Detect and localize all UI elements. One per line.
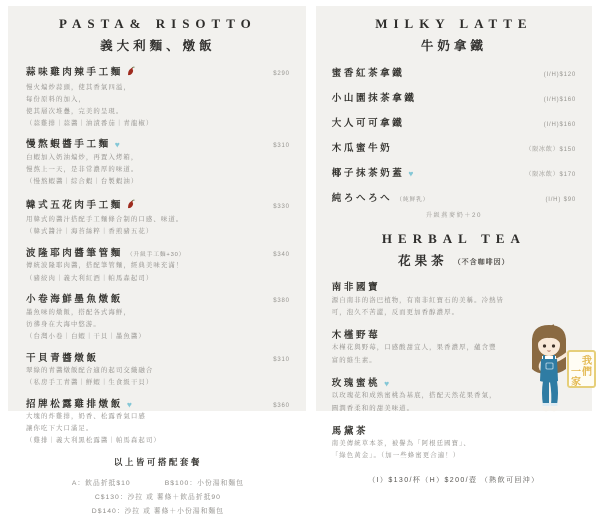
pasta-section-subtitle: 義大利麵、燉飯 [100,39,216,53]
item-desc-line: 慢熬上一天，是非常濃厚的味道。 [26,166,139,174]
mascot-sign-char: 一 [571,367,581,378]
item-desc-line: 用韓式的醬汁搭配手工麵條合制的口感、味道。 [26,216,184,224]
mascot-leg-right [550,381,558,405]
tea-name: 馬黛茶 [331,425,369,437]
pasta-risotto-panel [8,6,306,515]
item-price: $290 [273,71,290,77]
heart-icon: ♥ [126,399,132,410]
item-desc-line: （台灣小卷｜白蝦｜干貝｜墨魚醬） [26,332,146,340]
caffeine-free-note: （不含咖啡因） [453,259,510,266]
menu-item-scallop-pesto-risotto [26,350,290,388]
herbal-tea-header [332,231,576,270]
mascot-overalls [540,359,558,383]
herbal-tea-title: HERBAL TEA [381,231,526,246]
drink-item-papaya-milk [332,140,576,154]
item-desc-line: 白蝦加入奶油煸炒，再置入烤箱， [26,153,139,161]
drink-item-coconut-matcha [332,165,576,179]
tea-desc-line: 源自南非的洛巴植物，有南非紅寶石的美稱。冷熱皆 [331,296,505,304]
mascot-shoe [542,407,550,411]
item-desc-line: 每份原料的加入， [26,95,86,103]
item-desc-line: 讓你吃下大口滿足。 [26,425,94,433]
item-price: $330 [273,203,290,210]
milky-latte-subtitle: 牛奶拿鐵 [420,39,487,53]
drink-item-honey-black-tea-latte [332,65,576,79]
menu-item-squid-seafood-risotto [26,291,290,341]
chili-icon [127,63,135,81]
oat-milk-upgrade-note: 升級燕麥奶＋20 [425,212,482,219]
tea-desc-line: 以玫瑰花和成熟蜜桃為基底，搭配天然花果香氣， [331,392,497,400]
item-desc-line: 使其層次堆疊，完美的呈現。 [26,107,124,115]
item-desc-line: （私房手工青醬｜鮮蝦｜生食級干貝） [26,379,154,387]
drink-name: 大人可可拿鐵 [331,118,405,129]
item-price: $340 [273,251,290,258]
item-desc-line: （韓式醬汁｜海苔絲粹｜香煎豬五花） [26,228,154,236]
combo-option-c: C$130：沙拉 或 薯條＋飲品折抵90 [94,494,221,502]
tea-name: 木槿野莓 [331,329,381,341]
tea-desc-line: 木槿花與野莓，口感酸甜宜人，果香濃厚，蘊含豐 [331,344,497,352]
chili-icon [127,196,135,214]
drink-price: （限冰飲）$170 [525,172,576,178]
drink-price: (I/H)$160 [543,97,576,103]
tea-desc-line: 南美傳統草本茶，被譽為「阿根廷國寶」、 [331,440,471,448]
item-name: 韓式五花肉手工麵 [26,199,123,211]
tea-name: 南非國寶 [331,282,381,293]
combo-option-d: D$140：沙拉 或 薯條＋小份湯和麵包 [91,508,224,515]
item-row [26,136,290,150]
drink-note: （純鮮乳） [396,197,430,203]
item-name: 波隆耶肉醬筆管麵 [26,247,123,259]
item-price: $360 [273,402,290,409]
mascot-eye-left [543,344,546,347]
drink-price: （限冰飲）$150 [525,147,576,153]
item-desc-line: 翠綠的青醬燉飯配合適的起司交織融合 [26,367,154,375]
item-name: 慢熬蝦醬手工麵 [26,139,111,151]
heart-icon: ♥ [384,378,392,389]
item-row [26,195,290,213]
mascot-sign-char: 我 [582,356,592,367]
mascot-leg-left [542,381,549,405]
item-name: 小卷海鮮墨魚燉飯 [26,294,123,306]
drink-item-pure-milk [332,190,576,204]
menu-item-bolognese-penne [26,245,290,283]
item-desc-line: 墨魚味的燉飯，搭配各式海鮮， [26,308,131,316]
drink-price: (I/H) $90 [545,197,576,203]
combo-section [26,456,290,515]
heart-icon: ♥ [114,139,120,150]
item-desc-line: （慢熬蝦醬｜綜合蝦｜台製蝦油） [26,178,139,186]
milky-latte-title: MILKY LATTE [375,16,533,31]
mascot-girl-illustration [516,319,600,417]
item-row [26,396,290,410]
tea-desc-line: 可，泡久不苦澀，反而更加香醇濃厚。 [331,308,460,316]
drink-item-cocoa-latte [332,115,576,129]
item-desc-line: 慢火煸炒蒜頭，使其香氣四溢， [26,83,131,91]
item-upgrade-note: （升級手工麵+30） [126,251,186,258]
combo-line-ab [26,473,290,487]
mascot-eye-right [552,344,555,347]
mascot-sign-char: 們 [582,367,592,378]
herbal-tea-pricing-footer: （I）$130/杯（H）$200/壺 （熱飲可回沖） [368,477,540,485]
item-row [26,62,290,80]
mascot-cuff [543,403,550,406]
tea-item-rooibos [332,279,576,318]
item-name: 蒜味雞肉辣手工麵 [26,67,123,78]
item-price: $310 [273,356,290,363]
herbal-subtitle-row [332,251,576,270]
item-row [26,350,290,364]
combo-option-a: A：飲品折抵$10 [71,480,131,488]
item-desc-line: （豬絞肉｜義大利紅酒｜帕馬森起司） [26,274,154,282]
drink-price: (I/H)$120 [543,72,576,78]
tea-desc-line: 富的維生素。 [331,356,377,364]
drink-name: 蜜香紅茶拿鐵 [331,68,405,79]
item-row [26,291,290,305]
drink-name: 小山園抹茶拿鐵 [331,93,417,104]
item-desc-line: （蒜雞排｜蒜醬｜油漬番茄｜青龍椒） [26,119,154,127]
mascot-sign-char: 家 [571,377,581,388]
heart-icon: ♥ [408,168,414,179]
tea-name-text: 玫瑰蜜桃 [331,377,381,389]
item-price: $380 [273,298,290,305]
tea-item-mate [332,423,576,462]
item-desc-line: 大塊的炸雞排，奶香、松露香氣口感 [26,413,146,421]
mascot-cuff [551,403,558,406]
item-name: 干貝青醬燉飯 [26,352,99,364]
drink-name: 木瓜蜜牛奶 [331,143,393,154]
menu-item-truffle-chicken-risotto [26,396,290,446]
menu-item-garlic-chicken-noodle [26,62,290,128]
menu-item-korean-pork-noodle [26,195,290,237]
drink-name: 純ろへろへ [331,193,393,204]
item-desc-line: （雞排｜義大利黑松露醬｜帕馬森起司） [26,437,161,445]
tea-desc-line: 圓潤香柔和的甜美味道。 [331,404,415,412]
tea-desc-line: 「綠色黃金」。（加一些蜂蜜更合適！） [331,452,461,460]
item-price: $310 [273,143,290,150]
drink-name: 椰子抹茶奶蓋 [331,168,405,179]
item-row [26,245,290,259]
menu-item-shrimp-sauce-noodle [26,136,290,186]
combo-title: 以上皆可搭配套餐 [113,457,202,468]
mascot-shoe [550,407,558,411]
item-desc-line: 傳統波隆耶肉醬，搭配筆管麵，經典美味充滿！ [26,262,184,270]
item-name: 招牌松露雞排燉飯 [26,398,123,410]
item-desc-line: 彷彿身在大海中悠游。 [26,320,101,328]
combo-option-b: B$100：小份湯和麵包 [164,480,244,488]
herbal-tea-subtitle: 花果茶 [398,254,448,268]
drink-item-matcha-latte [332,90,576,104]
pasta-section-title: PASTA& RISOTTO [58,16,257,31]
drink-price: (I/H)$160 [543,122,576,128]
